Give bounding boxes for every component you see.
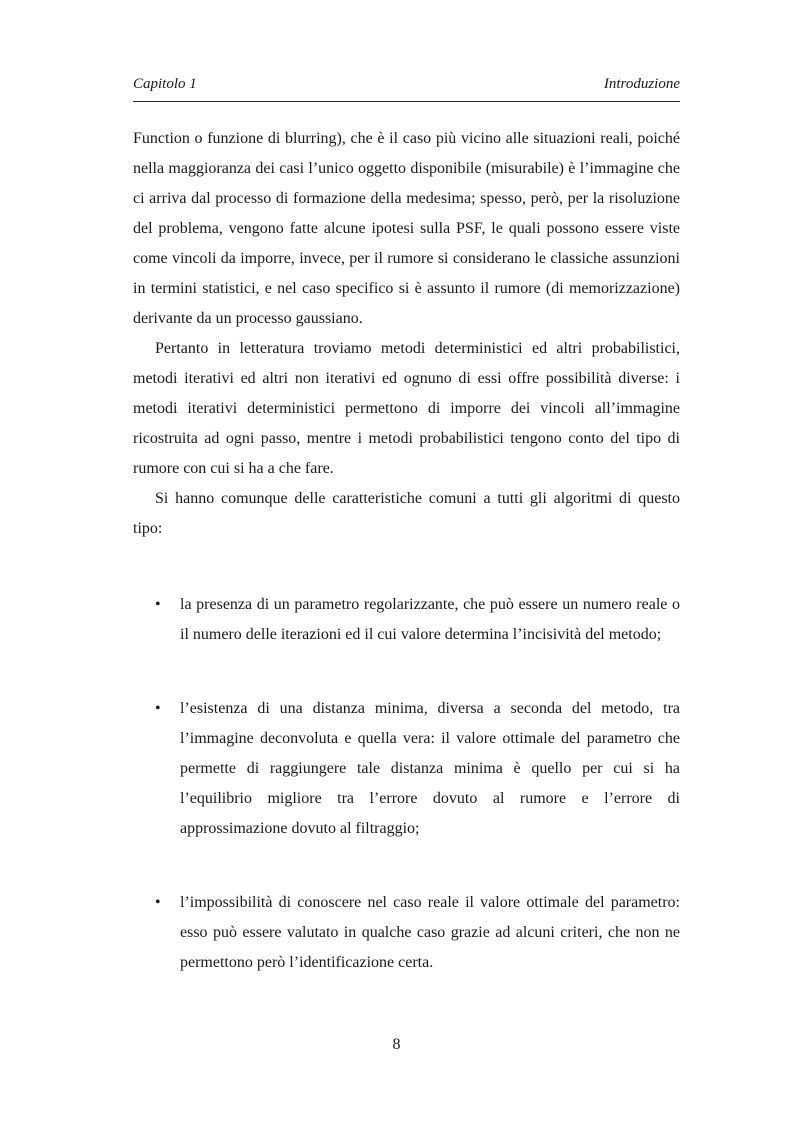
list-item-text: l’esistenza di una distanza minima, diversa a seconda del metodo, tra l’immagine deconvoluta e quella vera: il valore ottimale del parametro che permette di raggiungere tale distanza minima è quello per cui si ha l’equilibrio migliore tra l’errore dovuto al rumore e l’errore di approssimazione dovuto al filtraggio;	[180, 700, 680, 837]
list-item	[133, 590, 680, 650]
running-header	[133, 74, 680, 94]
list-item-text: la presenza di un parametro regolarizzante, che può essere un numero reale o il numero delle iterazioni ed il cui valore determina l’incisività del metodo;	[180, 596, 680, 643]
paragraph-1: Function o funzione di blurring), che è il caso più vicino alle situazioni reali, poiché nella maggioranza dei casi l’unico oggetto disponibile (misurabile) è l’immagine che ci arriva dal processo di formazione della medesima; spesso, però, per la risoluzione del problema, vengono fatte alcune ipotesi sulla PSF, le quali possono essere viste come vincoli da imporre, invece, per il rumore si considerano le classiche assunzioni in termini statistici, e nel caso specifico si è assunto il rumore (di memorizzazione) derivante da un processo gaussiano.	[133, 130, 680, 327]
paragraph-2: Pertanto in letteratura troviamo metodi deterministici ed altri probabilistici, metodi iterativi ed altri non iterativi ed ognuno di essi offre possibilità diverse: i metodi iterativi deterministici permettono di imporre dei vincoli all’immagine ricostruita ad ogni passo, mentre i metodi probabilistici tengono conto del tipo di rumore con cui si ha a che fare.	[133, 340, 680, 477]
body-text	[133, 124, 680, 1022]
header-rule	[133, 101, 680, 102]
bullet-icon: •	[155, 596, 161, 613]
bullet-icon: •	[155, 700, 161, 717]
header-section: Introduzione	[603, 76, 680, 92]
page-number: 8	[392, 1036, 401, 1053]
list-item-text: l’impossibilità di conoscere nel caso reale il valore ottimale del parametro: esso può essere valutato in qualche caso grazie ad alcuni criteri, che non ne permettono però l’identificazione certa.	[180, 894, 680, 971]
list-item	[133, 888, 680, 978]
list-item	[133, 694, 680, 844]
header-chapter: Capitolo 1	[133, 76, 197, 92]
bullet-list	[133, 590, 680, 978]
bullet-icon: •	[155, 894, 161, 911]
paragraph-3: Si hanno comunque delle caratteristiche comuni a tutti gli algoritmi di questo tipo:	[133, 490, 680, 537]
